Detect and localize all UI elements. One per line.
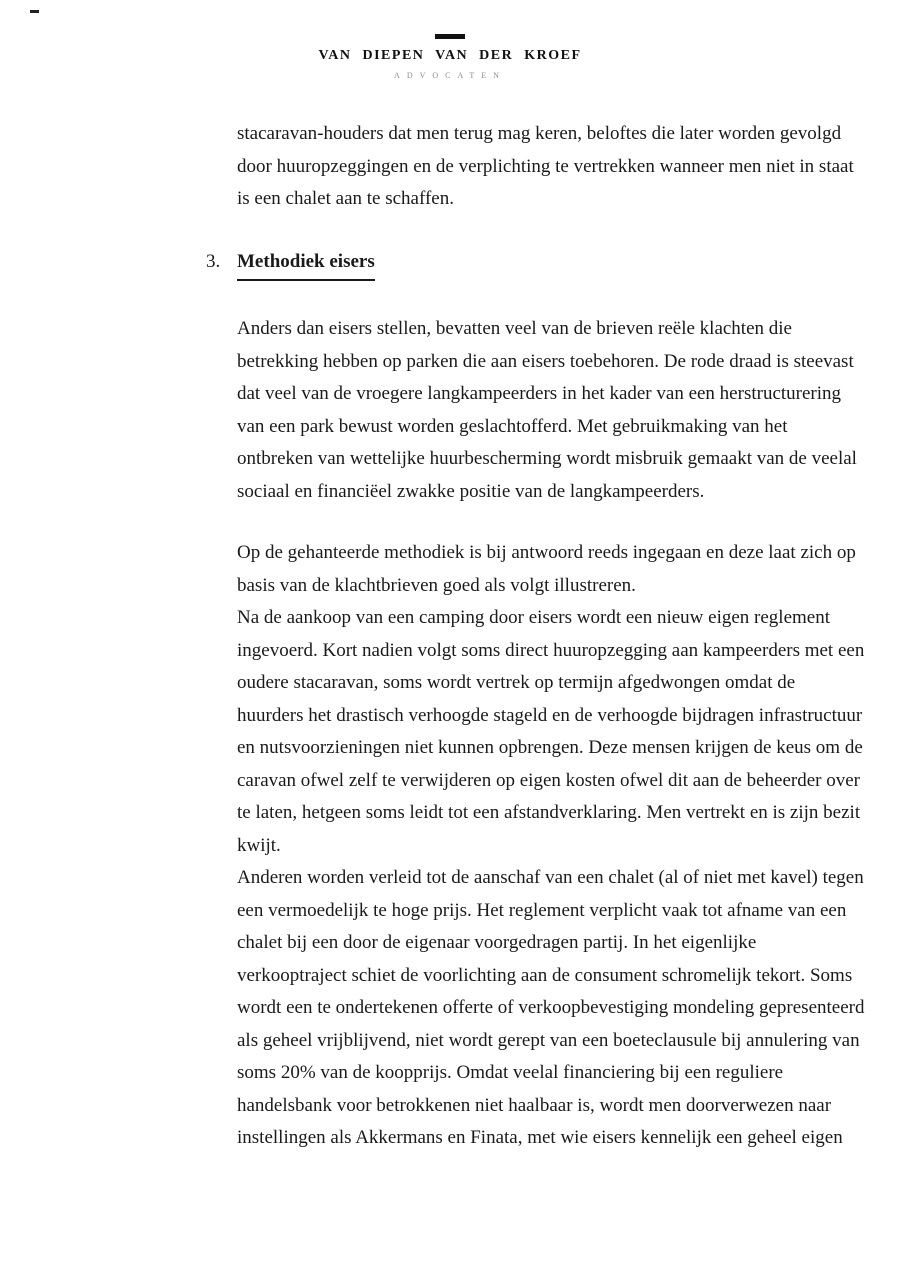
letterhead [0, 34, 900, 80]
text-line: verkooptraject schiet de voorlichting aan de consument schromelijk tekort. Soms [237, 964, 853, 986]
text-line: ontbreken van wettelijke huurbescherming wordt misbruik gemaakt van de veelal [237, 448, 857, 469]
section-title: Methodiek eisers [237, 246, 375, 282]
section-number: 3. [206, 250, 221, 272]
paragraph-illustratie [237, 537, 865, 1155]
section-heading [206, 246, 862, 282]
document-body [206, 118, 865, 1155]
text-line: handelsbank voor betrokkenen niet haalbaar is, wordt men doorverwezen naar [237, 1094, 832, 1116]
page-corner-mark [30, 10, 39, 13]
text-line: oudere stacaravan, soms wordt vertrek op termijn afgedwongen omdat de [237, 672, 796, 693]
text-line: stacaravan-houders dat men terug mag keren, beloftes die later worden gevolgd [237, 123, 842, 144]
text-line: is een chalet aan te schaffen. [237, 188, 454, 209]
letterhead-rule [435, 34, 465, 39]
text-line: Anderen worden verleid tot de aanschaf van een chalet (al of niet met kavel) tegen [237, 867, 864, 888]
text-line: en nutsvoorzieningen niet kunnen opbrengen. Deze mensen krijgen de keus om de [237, 737, 863, 758]
text-line: door huuropzeggingen en de verplichting te vertrekken wanneer men niet in staat [237, 155, 854, 177]
text-line: kwijt. [237, 834, 281, 856]
text-line: Anders dan eisers stellen, bevatten veel van de brieven reële klachten die [237, 318, 792, 339]
text-line: caravan ofwel zelf te verwijderen op eigen kosten ofwel dit aan de beheerder over [237, 769, 861, 791]
text-line: wordt een te ondertekenen offerte of verkoopbevestiging mondeling gepresenteerd [237, 997, 865, 1018]
text-line: Op de gehanteerde methodiek is bij antwoord reeds ingegaan en deze laat zich op [237, 542, 856, 563]
text-line: sociaal en financiëel zwakke positie van de langkampeerders. [237, 480, 705, 502]
paragraph-methodiek [237, 313, 862, 508]
text-line: chalet bij een door de eigenaar voorgedragen partij. In het eigenlijke [237, 932, 757, 953]
intro-paragraph [237, 118, 862, 216]
text-line: soms 20% van de koopprijs. Omdat veelal financiering bij een reguliere [237, 1062, 784, 1083]
firm-name: VAN DIEPEN VAN DER KROEF [318, 48, 582, 63]
text-line: te laten, hetgeen soms leidt tot een afstandverklaring. Men vertrekt en is zijn bezit [237, 802, 861, 823]
text-line: dat veel van de vroegere langkampeerders in het kader van een herstructurering [237, 383, 842, 404]
text-line: basis van de klachtbrieven goed als volgt illustreren. [237, 574, 636, 596]
text-line: huurders het drastisch verhoogde stageld en de verhoogde bijdragen infrastructuur [237, 704, 863, 726]
text-line: van een park bewust worden geslachtofferd. Met gebruikmaking van het [237, 415, 788, 437]
text-line: een vermoedelijk te hoge prijs. Het reglement verplicht vaak tot afname van een [237, 899, 847, 921]
text-line: ingevoerd. Kort nadien volgt soms direct huuropzegging aan kampeerders met een [237, 639, 865, 661]
text-line: instellingen als Akkermans en Finata, met wie eisers kennelijk een geheel eigen [237, 1127, 843, 1148]
text-line: betrekking hebben op parken die aan eisers toebehoren. De rode draad is steevast [237, 350, 854, 372]
firm-subtitle: ADVOCATEN [394, 71, 506, 80]
text-line: als geheel vrijblijvend, niet wordt gerept van een boeteclausule bij annulering van [237, 1029, 860, 1051]
text-line: Na de aankoop van een camping door eisers wordt een nieuw eigen reglement [237, 607, 830, 628]
